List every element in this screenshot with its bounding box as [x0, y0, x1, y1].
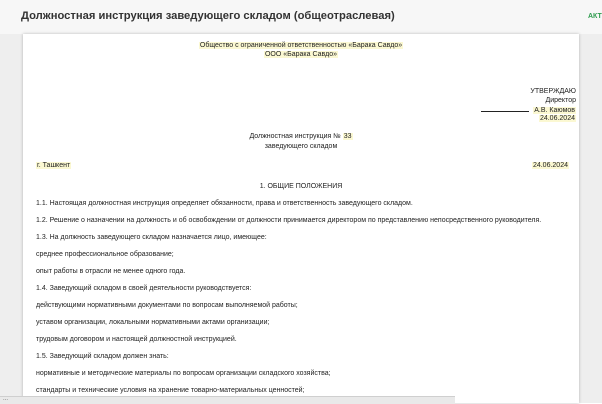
text-line: уставом организации, локальными нормативными актами организации; — [36, 319, 270, 326]
left-gutter — [0, 34, 23, 403]
text-line: 1.4. Заведующий складом в своей деятельности руководствуется: — [36, 285, 252, 292]
text-line: среднее профессиональное образование; — [36, 251, 174, 258]
org-short-name-line — [23, 50, 579, 59]
signature-blank — [481, 105, 529, 112]
approve-title: УТВЕРЖДАЮ — [530, 88, 576, 95]
instruction-subject: заведующего складом — [264, 143, 338, 150]
document-page — [23, 34, 579, 403]
text-line: стандарты и технические условия на хранение товарно-материальных ценностей; — [36, 387, 305, 394]
org-full-name[interactable]: Общество с ограниченной ответственностью «Барака Савдо» — [199, 42, 403, 49]
instruction-title-line — [23, 132, 579, 141]
doc-date-line — [532, 161, 569, 170]
text-line: опыт работы в отрасли не менее одного года. — [36, 268, 186, 275]
approve-position: Директор — [545, 97, 576, 104]
text-line: действующими нормативными документами по вопросам выполняемой работы; — [36, 302, 298, 309]
org-short-name[interactable]: ООО «Барака Савдо» — [264, 51, 338, 58]
top-bar — [0, 0, 602, 35]
text-line: 1.2. Решение о назначении на должность и об освобождении от должности принимается директором по представлению непосредственного руководителя. — [36, 217, 542, 224]
page-title: Должностная инструкция заведующего складом (общеотраслевая) — [21, 10, 395, 22]
doc-date[interactable]: 24.06.2024 — [532, 162, 568, 169]
instruction-title: Должностная инструкция № — [249, 133, 341, 140]
city-line — [36, 161, 71, 170]
instruction-number[interactable]: 33 — [343, 133, 352, 140]
action-link[interactable]: АКТ — [588, 13, 602, 20]
status-text: ... — [3, 396, 9, 402]
text-line: 1.3. На должность заведующего складом назначается лицо, имеющее: — [36, 234, 267, 241]
approve-date[interactable]: 24.06.2024 — [539, 115, 575, 122]
org-full-name-line — [23, 41, 579, 50]
approve-date-line — [539, 114, 576, 123]
text-line: 1.5. Заведующий складом должен знать: — [36, 353, 169, 360]
section-title: 1. ОБЩИЕ ПОЛОЖЕНИЯ — [259, 183, 343, 190]
city[interactable]: г. Ташкент — [37, 162, 71, 169]
text-line: 1.1. Настоящая должностная инструкция определяет обязанности, права и ответственность заведующего складом. — [36, 200, 413, 207]
approve-name[interactable]: А.В. Каюмов — [534, 107, 575, 114]
right-gutter — [579, 34, 602, 403]
text-line: трудовым договором и настоящей должностной инструкцией. — [36, 336, 237, 343]
text-line: нормативные и методические материалы по вопросам организации складского хозяйства; — [36, 370, 331, 377]
